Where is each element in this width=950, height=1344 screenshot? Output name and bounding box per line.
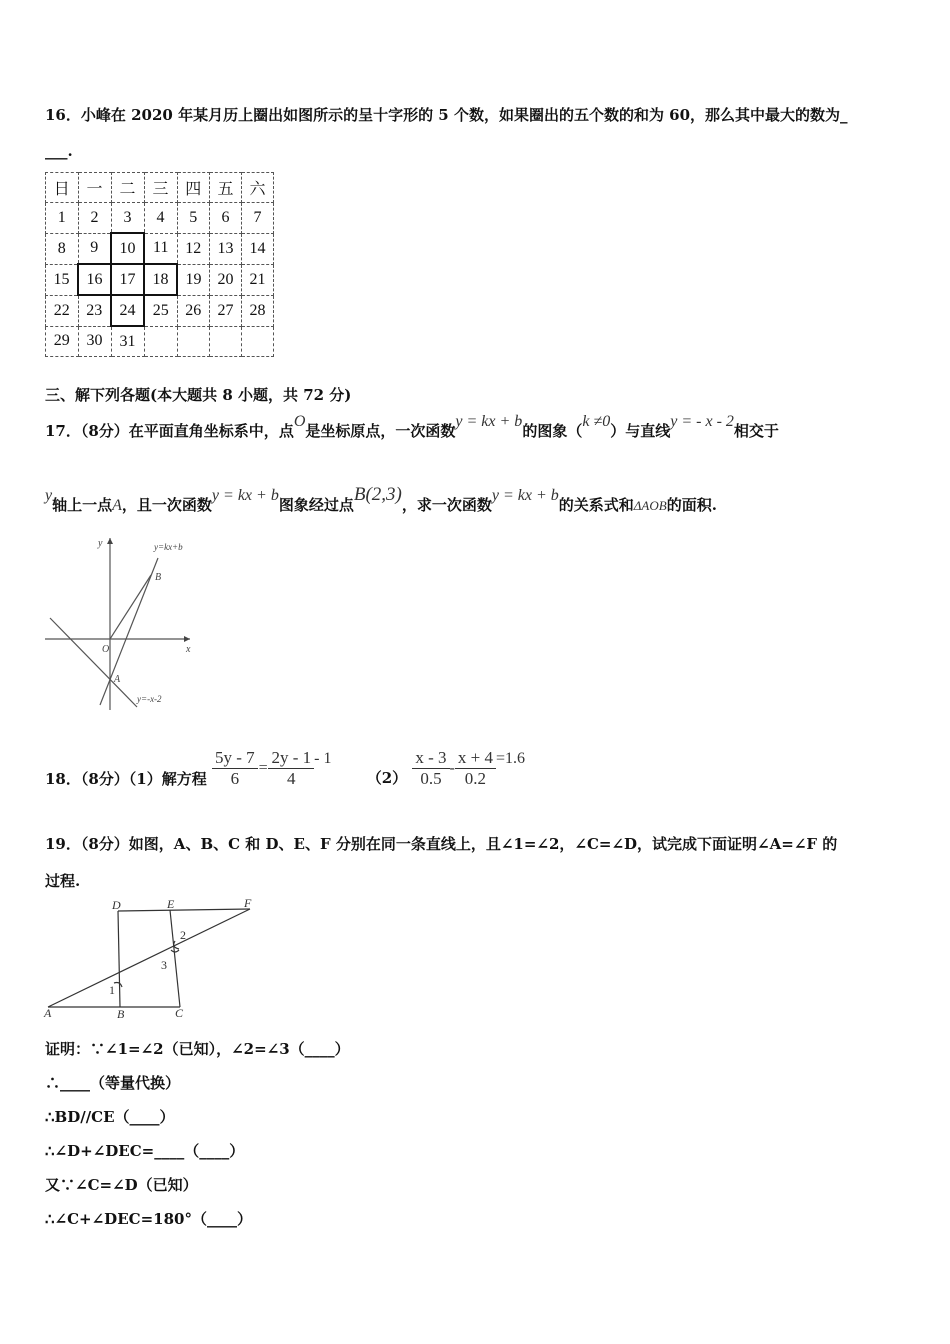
- calendar-week-row: [46, 203, 274, 234]
- q17-math: k ≠0: [582, 413, 611, 430]
- q18-text: 18．（8分）（1）解方程: [45, 770, 207, 788]
- q18-part2-label: （2）: [366, 768, 408, 787]
- line-AF: [48, 909, 250, 1007]
- q18-math: - 1: [314, 749, 332, 767]
- calendar-day-cell: 28: [242, 295, 274, 326]
- calendar-day-cell: 24: [111, 295, 144, 326]
- weekday-header: 三: [144, 173, 177, 203]
- q17-text: ，求一次函数: [401, 496, 492, 514]
- calendar-day-cell: 21: [242, 264, 274, 295]
- line-BD: [118, 911, 120, 1007]
- q17-text: 的面积.: [666, 496, 717, 514]
- q17-text: 图象经过点: [278, 496, 354, 514]
- q17-math: ΔAOB: [633, 498, 667, 513]
- calendar-day-cell: 3: [111, 203, 144, 234]
- proof-line: ∴∠D+∠DEC=____（____）: [45, 1142, 245, 1160]
- angle-3-label: 3: [161, 958, 167, 972]
- calendar-day-cell: 29: [46, 326, 79, 357]
- q17-math: B(2,3): [353, 484, 402, 505]
- calendar-day-cell: [144, 326, 177, 357]
- denominator: 6: [230, 769, 240, 788]
- q17-text: ，且一次函数: [121, 496, 212, 514]
- weekday-header: 二: [111, 173, 144, 203]
- calendar-day-cell: 23: [78, 295, 111, 326]
- point-b-label: B: [117, 1007, 125, 1021]
- q18-math: -: [449, 759, 455, 777]
- q17-text: 的关系式和: [558, 496, 634, 514]
- q19-line1: 19．（8分）如图，A、B、C 和 D、E、F 分别在同一条直线上，且∠1=∠2，∠C=∠D，试完成下面证明∠A=∠F 的: [45, 835, 838, 853]
- numerator: 5y - 7: [212, 748, 258, 769]
- calendar-day-cell: 22: [46, 295, 79, 326]
- calendar-week-row: [46, 295, 274, 326]
- calendar-day-cell: 10: [111, 233, 144, 264]
- q18-math: =: [257, 759, 269, 777]
- point-e-label: E: [167, 897, 175, 911]
- point-a-label: A: [44, 1006, 52, 1020]
- calendar-day-cell: 6: [210, 203, 242, 234]
- q17-text: 是坐标原点，一次函数: [305, 422, 456, 440]
- q19-geometry-figure: [40, 895, 270, 1025]
- q16-blank: ___.: [45, 142, 73, 160]
- point-c-label: C: [175, 1006, 184, 1020]
- line-y-kx-b: [100, 558, 158, 705]
- calendar-day-cell: 17: [111, 264, 144, 295]
- q18-line: [45, 748, 525, 789]
- weekday-header: 一: [78, 173, 111, 203]
- angle-1-label: 1: [109, 983, 115, 997]
- q17-text: 轴上一点: [52, 496, 113, 514]
- fraction: [455, 748, 496, 789]
- proof-line: 证明：∵∠1=∠2（已知），∠2=∠3（____）: [45, 1040, 350, 1058]
- calendar-day-cell: 25: [144, 295, 177, 326]
- q17-line1: [45, 413, 779, 441]
- line-y-neg-x-minus-2: [50, 618, 137, 707]
- x-axis-label: x: [186, 644, 191, 655]
- calendar-day-cell: 13: [210, 233, 242, 264]
- y-axis-label: y: [98, 538, 103, 549]
- proof-line: ∴____（等量代换）: [45, 1074, 181, 1092]
- calendar-day-cell: 19: [177, 264, 210, 295]
- calendar-day-cell: 20: [210, 264, 242, 295]
- q17-text: 17．（8分）在平面直角坐标系中，点: [45, 422, 294, 440]
- calendar-day-cell: 9: [78, 233, 111, 264]
- fraction: [212, 748, 258, 789]
- calendar-day-cell: 12: [177, 233, 210, 264]
- fraction: [268, 748, 314, 789]
- weekday-header: 五: [210, 173, 242, 203]
- calendar-day-cell: 4: [144, 203, 177, 234]
- calendar-day-cell: 18: [144, 264, 177, 295]
- calendar-day-cell: 1: [46, 203, 79, 234]
- q17-text: 相交于: [733, 422, 779, 440]
- calendar-header-row: [46, 173, 274, 203]
- calendar-day-cell: 16: [78, 264, 111, 295]
- q17-math: y = kx + b: [211, 487, 279, 504]
- q17-text: ）与直线: [610, 422, 671, 440]
- q17-line2: [45, 484, 717, 516]
- numerator: 2y - 1: [268, 748, 314, 769]
- proof-line: 又∵∠C=∠D（已知）: [45, 1176, 198, 1194]
- q17-math: y = kx + b: [455, 413, 523, 430]
- calendar-day-cell: 11: [144, 233, 177, 264]
- q16-text: 16．小峰在 2020 年某月历上圈出如图所示的呈十字形的 5 个数，如果圈出的五个数的和为 60，那么其中最大的数为_: [45, 106, 848, 124]
- weekday-header: 日: [46, 173, 79, 203]
- segment-OB: [110, 575, 151, 639]
- calendar-table: [45, 172, 274, 357]
- fraction: [412, 748, 449, 789]
- weekday-header: 六: [242, 173, 274, 203]
- calendar-week-row: [46, 233, 274, 264]
- origin-label: O: [102, 644, 110, 655]
- line-label-neg-x: y=-x-2: [137, 694, 162, 704]
- proof-line: ∴BD//CE（____）: [45, 1108, 175, 1126]
- calendar-day-cell: 5: [177, 203, 210, 234]
- q19-line2: 过程.: [45, 872, 81, 890]
- calendar-day-cell: 7: [242, 203, 274, 234]
- q17-math: A: [112, 497, 122, 514]
- q17-math: y = - x - 2: [670, 413, 734, 430]
- q17-text: 的图象（: [522, 422, 583, 440]
- line-DF: [118, 909, 250, 911]
- denominator: 0.2: [464, 769, 487, 788]
- calendar-day-cell: 30: [78, 326, 111, 357]
- point-b-label: B: [155, 572, 162, 583]
- calendar-week-row: [46, 326, 274, 357]
- line-CE: [170, 910, 180, 1007]
- q17-math: y = kx + b: [491, 487, 559, 504]
- numerator: x - 3: [412, 748, 449, 769]
- calendar-day-cell: [177, 326, 210, 357]
- point-d-label: D: [112, 898, 121, 912]
- denominator: 4: [287, 769, 296, 788]
- q17-math: y: [45, 487, 53, 504]
- calendar-day-cell: 14: [242, 233, 274, 264]
- numerator: x + 4: [455, 748, 496, 769]
- point-a-label: A: [114, 674, 121, 685]
- denominator: 0.5: [420, 769, 442, 788]
- weekday-header: 四: [177, 173, 210, 203]
- calendar-day-cell: [242, 326, 274, 357]
- calendar-week-row: [46, 264, 274, 295]
- calendar-day-cell: 15: [46, 264, 79, 295]
- angle-2-label: 2: [180, 928, 186, 942]
- calendar-day-cell: [210, 326, 242, 357]
- q18-math: =1.6: [495, 749, 525, 767]
- calendar-day-cell: 26: [177, 295, 210, 326]
- q17-math: O: [293, 413, 306, 430]
- calendar-day-cell: 27: [210, 295, 242, 326]
- section-3-heading: 三、解下列各题(本大题共 8 小题，共 72 分): [45, 386, 352, 404]
- line-label-kx-b: y=kx+b: [154, 542, 183, 552]
- calendar-day-cell: 8: [46, 233, 79, 264]
- proof-line: ∴∠C+∠DEC=180°（____）: [45, 1210, 252, 1228]
- q17-coordinate-figure: [40, 530, 210, 720]
- calendar-day-cell: 2: [78, 203, 111, 234]
- point-f-label: F: [244, 896, 252, 910]
- calendar-day-cell: 31: [111, 326, 144, 357]
